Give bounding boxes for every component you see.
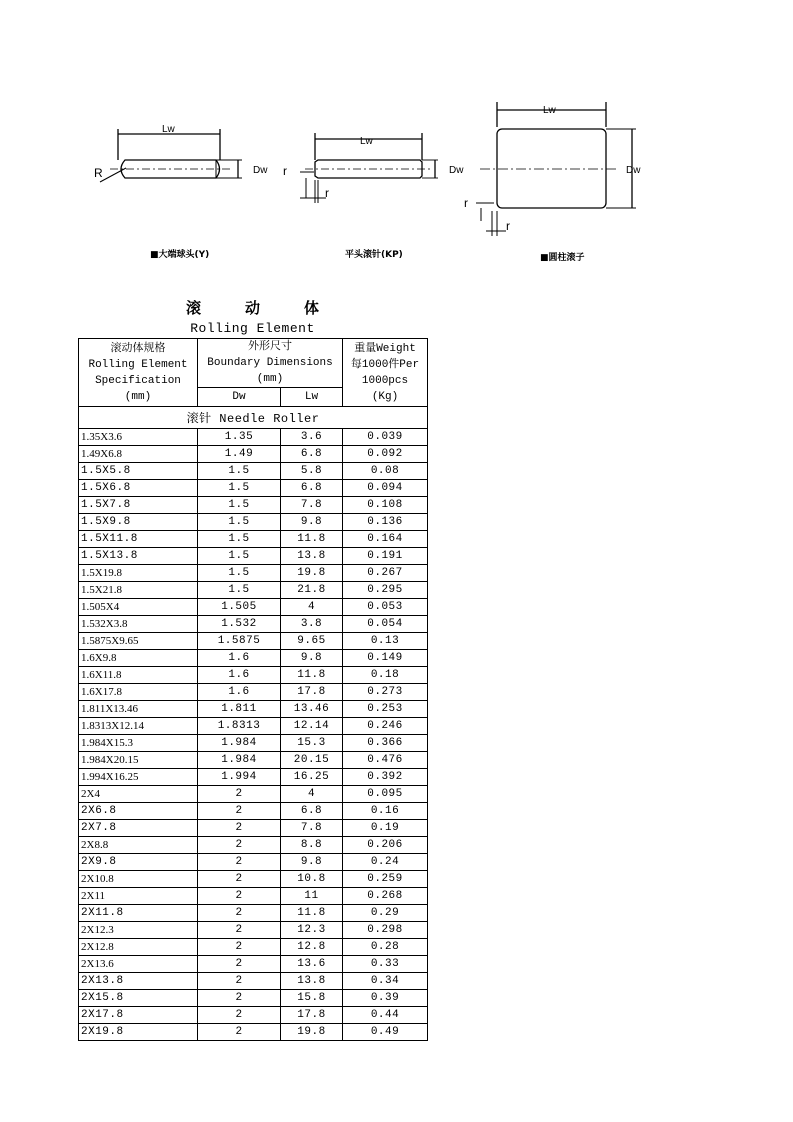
lw-cell: 21.8: [281, 582, 343, 599]
weight-cell: 0.295: [343, 582, 428, 599]
spec-cell: 2X8.8: [79, 837, 198, 854]
dw-cell: 1.5: [198, 565, 281, 582]
lw-cell: 20.15: [281, 752, 343, 769]
right-lw-label: Lw: [543, 105, 556, 116]
section-row-group: [79, 407, 428, 429]
table-row: [79, 548, 428, 565]
weight-cell: 0.253: [343, 701, 428, 718]
weight-header-l2: 每1000件Per: [350, 358, 420, 371]
table-row: [79, 616, 428, 633]
dw-cell: 1.984: [198, 752, 281, 769]
lw-cell: 11.8: [281, 667, 343, 684]
dw-cell: 1.505: [198, 599, 281, 616]
table-row: [79, 973, 428, 990]
lw-cell: 15.8: [281, 990, 343, 1007]
table-row: [79, 429, 428, 446]
table-row: [79, 786, 428, 803]
table-row: [79, 565, 428, 582]
spec-cell: 2X6.8: [79, 803, 198, 820]
dw-cell: 1.5: [198, 480, 281, 497]
weight-cell: 0.092: [343, 446, 428, 463]
table-row: [79, 633, 428, 650]
weight-cell: 0.149: [343, 650, 428, 667]
lw-cell: 6.8: [281, 446, 343, 463]
dw-cell: 2: [198, 922, 281, 939]
spec-cell: 1.5X19.8: [79, 565, 198, 582]
dw-cell: 2: [198, 854, 281, 871]
spec-cell: 2X12.3: [79, 922, 198, 939]
spec-cell: 1.5X6.8: [79, 480, 198, 497]
dw-cell: 2: [198, 939, 281, 956]
lw-cell: 13.46: [281, 701, 343, 718]
table-row: [79, 599, 428, 616]
weight-cell: 0.28: [343, 939, 428, 956]
spec-cell: 1.8313X12.14: [79, 718, 198, 735]
table-row: [79, 905, 428, 922]
dw-cell: 2: [198, 803, 281, 820]
table-row: [79, 531, 428, 548]
lw-cell: 9.8: [281, 514, 343, 531]
dw-cell: 1.5: [198, 463, 281, 480]
weight-cell: 0.366: [343, 735, 428, 752]
dw-cell: 1.994: [198, 769, 281, 786]
left-lw-label: Lw: [162, 124, 175, 135]
spec-cell: 2X11: [79, 888, 198, 905]
middle-r-left-label: r: [283, 164, 287, 178]
lw-cell: 13.8: [281, 973, 343, 990]
weight-cell: 0.206: [343, 837, 428, 854]
lw-cell: 6.8: [281, 480, 343, 497]
lw-cell: 6.8: [281, 803, 343, 820]
dw-cell: 1.35: [198, 429, 281, 446]
dw-cell: 1.49: [198, 446, 281, 463]
right-diagram-caption: ■圆柱滚子: [540, 253, 585, 263]
ball-end-roller-drawing: [100, 129, 242, 182]
spec-cell: 2X13.8: [79, 973, 198, 990]
weight-cell: 0.16: [343, 803, 428, 820]
dw-cell: 2: [198, 956, 281, 973]
middle-lw-label: Lw: [360, 136, 373, 147]
spec-cell: 2X11.8: [79, 905, 198, 922]
dw-cell: 2: [198, 990, 281, 1007]
weight-cell: 0.053: [343, 599, 428, 616]
middle-r-bottom-label: r: [325, 186, 329, 200]
spec-cell: 1.5875X9.65: [79, 633, 198, 650]
spec-cell: 1.532X3.8: [79, 616, 198, 633]
spec-cell: 1.6X11.8: [79, 667, 198, 684]
spec-cell: 2X10.8: [79, 871, 198, 888]
dims-header-unit: (mm): [256, 373, 284, 385]
spec-cell: 1.5X7.8: [79, 497, 198, 514]
weight-cell: 0.191: [343, 548, 428, 565]
spec-header-en2: Specification: [95, 374, 181, 387]
weight-cell: 0.108: [343, 497, 428, 514]
spec-cell: 2X19.8: [79, 1024, 198, 1041]
weight-cell: 0.34: [343, 973, 428, 990]
dw-cell: 1.5: [198, 531, 281, 548]
weight-header-l1: 重量Weight: [354, 342, 416, 355]
dw-header: Dw: [198, 388, 281, 407]
dw-cell: 2: [198, 905, 281, 922]
dw-cell: 2: [198, 871, 281, 888]
weight-header-unit: (Kg): [371, 390, 399, 403]
lw-cell: 17.8: [281, 1007, 343, 1024]
lw-cell: 4: [281, 599, 343, 616]
spec-cell: 1.5X11.8: [79, 531, 198, 548]
left-dw-label: Dw: [253, 165, 268, 176]
spec-cell: 2X15.8: [79, 990, 198, 1007]
lw-cell: 7.8: [281, 820, 343, 837]
table-row: [79, 514, 428, 531]
spec-cell: 1.994X16.25: [79, 769, 198, 786]
table-row: [79, 752, 428, 769]
rolling-element-table: [78, 338, 428, 1041]
dw-cell: 1.6: [198, 667, 281, 684]
weight-cell: 0.164: [343, 531, 428, 548]
spec-cell: 1.984X15.3: [79, 735, 198, 752]
dw-cell: 1.5: [198, 582, 281, 599]
spec-cell: 2X4: [79, 786, 198, 803]
table-row: [79, 497, 428, 514]
lw-cell: 8.8: [281, 837, 343, 854]
weight-cell: 0.392: [343, 769, 428, 786]
left-diagram-caption: ■大端球头(Y): [150, 250, 210, 260]
lw-cell: 7.8: [281, 497, 343, 514]
lw-cell: 13.6: [281, 956, 343, 973]
table-row: [79, 922, 428, 939]
weight-cell: 0.29: [343, 905, 428, 922]
table-row: [79, 480, 428, 497]
dw-cell: 2: [198, 1024, 281, 1041]
weight-cell: 0.095: [343, 786, 428, 803]
table-row: [79, 803, 428, 820]
weight-cell: 0.39: [343, 990, 428, 1007]
lw-cell: 10.8: [281, 871, 343, 888]
weight-cell: 0.246: [343, 718, 428, 735]
weight-cell: 0.19: [343, 820, 428, 837]
spec-cell: 2X7.8: [79, 820, 198, 837]
lw-cell: 19.8: [281, 565, 343, 582]
dw-cell: 2: [198, 888, 281, 905]
table-row: [79, 939, 428, 956]
table-row: [79, 1007, 428, 1024]
spec-cell: 2X12.8: [79, 939, 198, 956]
section-label: 滚针 Needle Roller: [79, 407, 428, 429]
table-row: [79, 769, 428, 786]
dw-cell: 2: [198, 786, 281, 803]
lw-cell: 11.8: [281, 905, 343, 922]
weight-header-l3: 1000pcs: [361, 374, 409, 387]
lw-header: Lw: [281, 388, 343, 407]
cylindrical-roller-drawing: [476, 102, 636, 236]
spec-cell: 2X9.8: [79, 854, 198, 871]
right-r-left-label: r: [464, 196, 468, 210]
table-row: [79, 582, 428, 599]
lw-cell: 11.8: [281, 531, 343, 548]
weight-cell: 0.267: [343, 565, 428, 582]
table-row: [79, 735, 428, 752]
spec-cell: 1.5X21.8: [79, 582, 198, 599]
spec-cell: 1.811X13.46: [79, 701, 198, 718]
lw-cell: 12.8: [281, 939, 343, 956]
spec-cell: 2X17.8: [79, 1007, 198, 1024]
dw-cell: 2: [198, 1007, 281, 1024]
lw-cell: 4: [281, 786, 343, 803]
weight-cell: 0.273: [343, 684, 428, 701]
weight-cell: 0.24: [343, 854, 428, 871]
weight-cell: 0.18: [343, 667, 428, 684]
roller-diagrams: [0, 0, 793, 290]
table-row: [79, 667, 428, 684]
lw-cell: 9.65: [281, 633, 343, 650]
left-r-label: R: [94, 166, 103, 180]
weight-cell: 0.039: [343, 429, 428, 446]
weight-cell: 0.476: [343, 752, 428, 769]
spec-cell: 1.35X3.6: [79, 429, 198, 446]
spec-cell: 1.984X20.15: [79, 752, 198, 769]
page-title: 滚动体: [185, 299, 363, 317]
weight-cell: 0.13: [343, 633, 428, 650]
lw-cell: 3.6: [281, 429, 343, 446]
dw-cell: 1.5: [198, 514, 281, 531]
dw-cell: 2: [198, 837, 281, 854]
weight-cell: 0.44: [343, 1007, 428, 1024]
spec-cell: 1.505X4: [79, 599, 198, 616]
lw-cell: 13.8: [281, 548, 343, 565]
table-row: [79, 446, 428, 463]
spec-header: [79, 339, 198, 407]
table-row: [79, 650, 428, 667]
dw-cell: 1.6: [198, 684, 281, 701]
spec-cell: 1.5X9.8: [79, 514, 198, 531]
table-row: [79, 888, 428, 905]
dims-header-zh: 外形尺寸: [248, 341, 292, 353]
dw-cell: 1.5: [198, 497, 281, 514]
weight-cell: 0.33: [343, 956, 428, 973]
table-row: [79, 701, 428, 718]
lw-cell: 3.8: [281, 616, 343, 633]
lw-cell: 12.3: [281, 922, 343, 939]
dw-cell: 1.8313: [198, 718, 281, 735]
lw-cell: 17.8: [281, 684, 343, 701]
dims-header-en: Boundary Dimensions: [207, 357, 333, 369]
weight-cell: 0.259: [343, 871, 428, 888]
dims-header: [198, 339, 343, 388]
middle-diagram-caption: 平头滚针(KP): [345, 250, 403, 260]
weight-cell: 0.136: [343, 514, 428, 531]
dw-cell: 1.811: [198, 701, 281, 718]
table-row: [79, 837, 428, 854]
lw-cell: 15.3: [281, 735, 343, 752]
table-row: [79, 990, 428, 1007]
table-row: [79, 956, 428, 973]
page-subtitle: Rolling Element: [190, 321, 315, 336]
table-body: [79, 429, 428, 1041]
table-row: [79, 1024, 428, 1041]
table-header: [79, 339, 428, 407]
table-row: [79, 463, 428, 480]
lw-cell: 9.8: [281, 854, 343, 871]
spec-header-zh: 滚动体规格: [110, 342, 166, 355]
spec-cell: 1.49X6.8: [79, 446, 198, 463]
weight-cell: 0.054: [343, 616, 428, 633]
right-dw-label: Dw: [626, 165, 641, 176]
dw-cell: 1.5: [198, 548, 281, 565]
weight-cell: 0.08: [343, 463, 428, 480]
lw-cell: 12.14: [281, 718, 343, 735]
dw-cell: 2: [198, 820, 281, 837]
lw-cell: 16.25: [281, 769, 343, 786]
table-row: [79, 820, 428, 837]
table-row: [79, 684, 428, 701]
lw-cell: 5.8: [281, 463, 343, 480]
spec-cell: 1.5X13.8: [79, 548, 198, 565]
lw-cell: 9.8: [281, 650, 343, 667]
spec-cell: 1.6X9.8: [79, 650, 198, 667]
weight-cell: 0.094: [343, 480, 428, 497]
spec-cell: 1.5X5.8: [79, 463, 198, 480]
weight-cell: 0.298: [343, 922, 428, 939]
lw-cell: 11: [281, 888, 343, 905]
spec-cell: 1.6X17.8: [79, 684, 198, 701]
lw-cell: 19.8: [281, 1024, 343, 1041]
spec-header-unit: (mm): [124, 390, 152, 403]
weight-cell: 0.49: [343, 1024, 428, 1041]
spec-cell: 2X13.6: [79, 956, 198, 973]
dw-cell: 1.6: [198, 650, 281, 667]
middle-dw-label: Dw: [449, 165, 464, 176]
spec-header-en1: Rolling Element: [88, 358, 188, 371]
dw-cell: 1.984: [198, 735, 281, 752]
table-row: [79, 871, 428, 888]
table-row: [79, 854, 428, 871]
right-r-bottom-label: r: [506, 219, 510, 233]
dw-cell: 1.5875: [198, 633, 281, 650]
dw-cell: 1.532: [198, 616, 281, 633]
dw-cell: 2: [198, 973, 281, 990]
table-row: [79, 718, 428, 735]
weight-header: [343, 339, 428, 407]
weight-cell: 0.268: [343, 888, 428, 905]
